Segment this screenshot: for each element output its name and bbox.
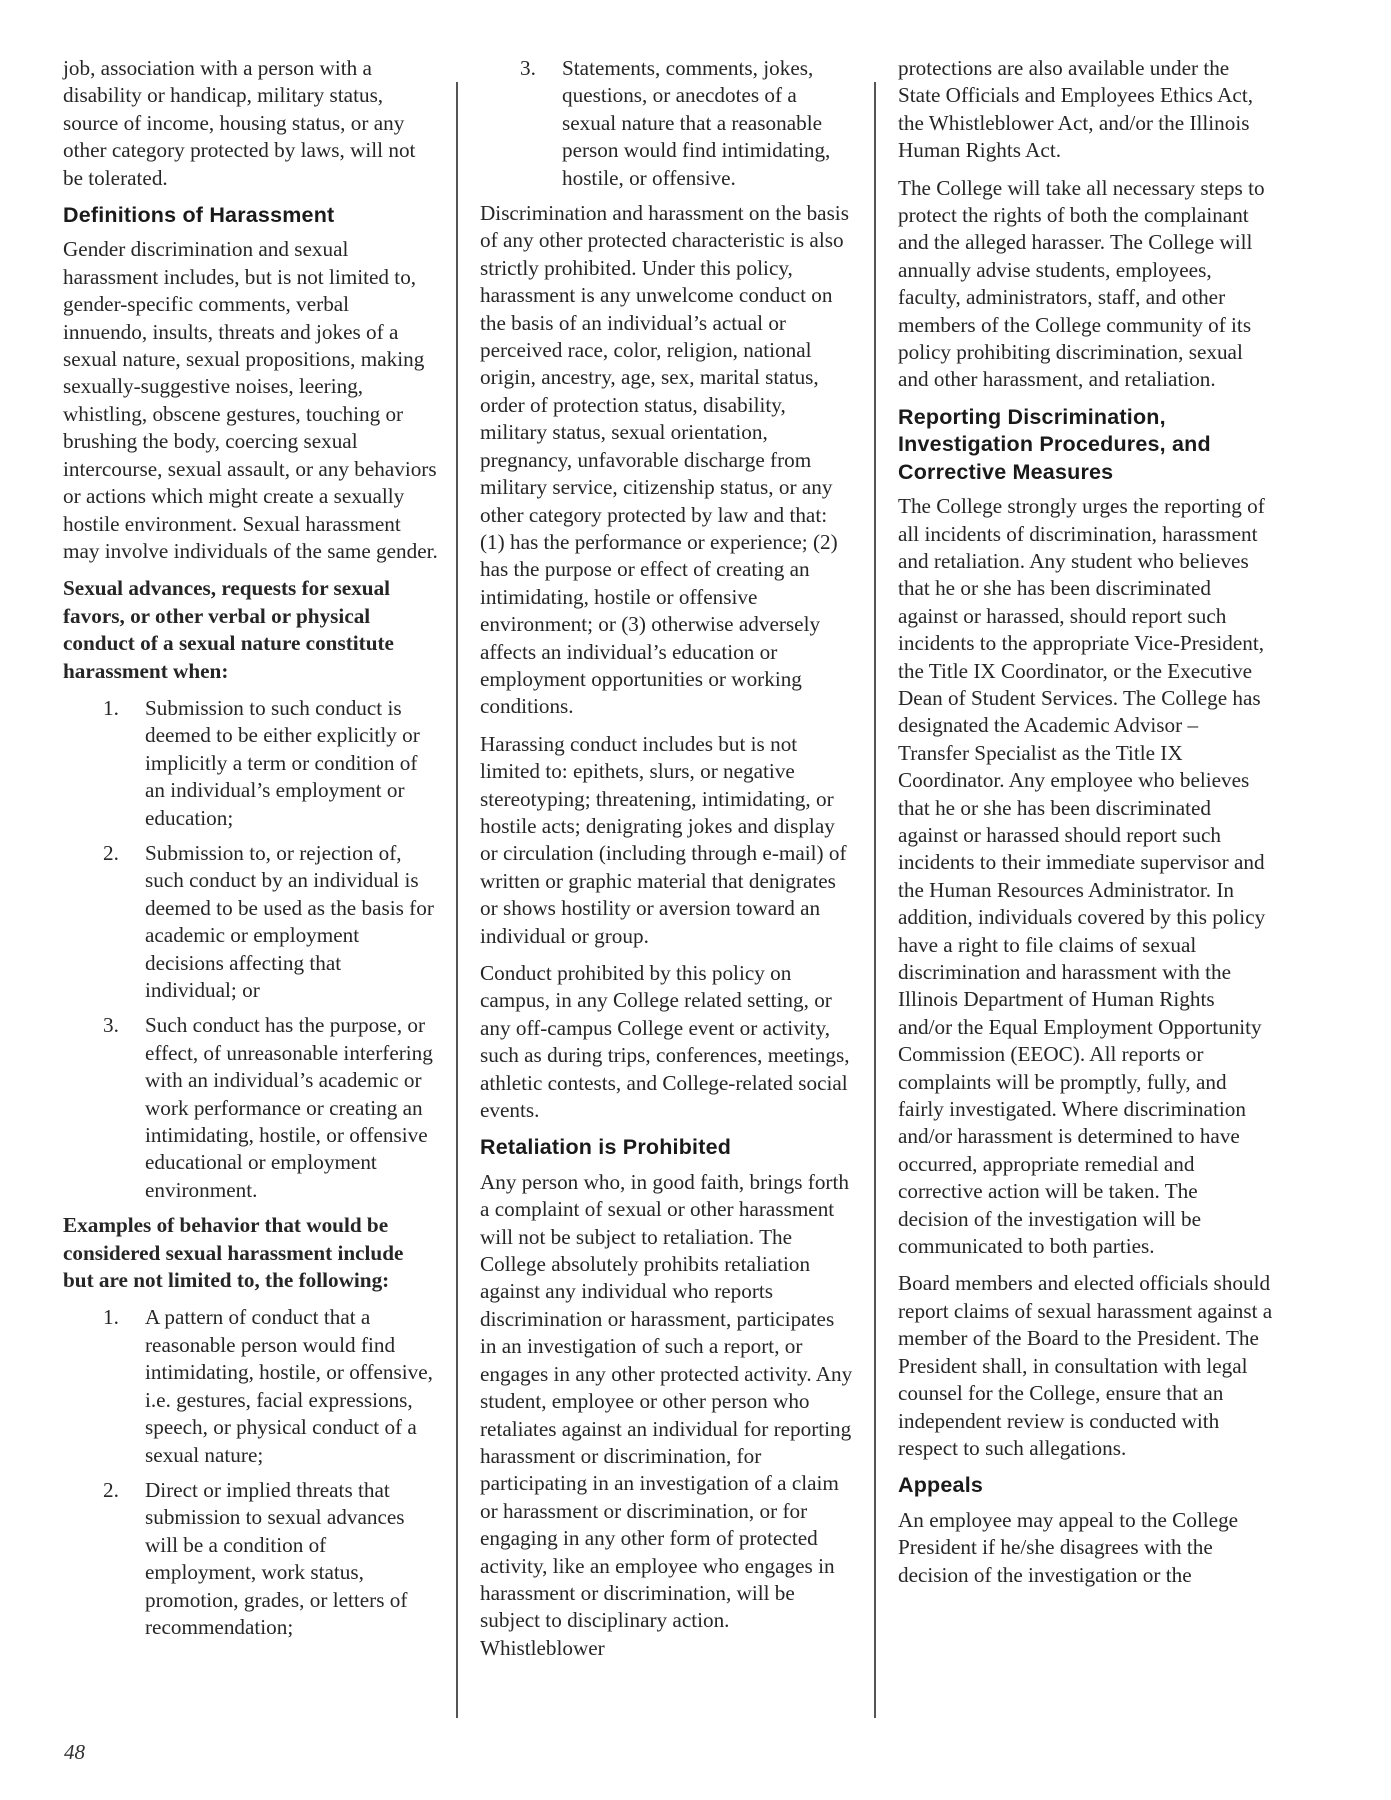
paragraph-other-protected-characteristic: Discrimination and harassment on the basis of any other protected characteristic is also strictly prohibited. Under this policy, harassment is any unwelcome conduct on the basis of an individual’s actual or perceived race, color, religion, national origin, ancestry, age, sex, marital status, order of protection status, disability, military status, sexual orientation, pregnancy, unfavorable discharge from military service, citizenship status, or any other category protected by law and that: (1) has the performance or experience; (2) has the purpose or effect of creating an intimidating, hostile or offensive environment; or (3) otherwise adversely affects an individual’s education or employment opportunities or working conditions. bbox=[480, 201, 849, 719]
paragraph-harassing-conduct: Harassing conduct includes but is not limited to: epithets, slurs, or negative stereotyping; threatening, intimidating, or hostile acts; denigrating jokes and display or circulation (including through e-mail) of written or graphic material that denigrates or shows hostility or aversion toward an individual or group. bbox=[480, 731, 847, 948]
list-item bbox=[63, 695, 438, 832]
paragraph-protected-categories: job, association with a person with a disability or handicap, military status, source of income, housing status, or any other category protected by laws, will not be tolerated. bbox=[63, 56, 416, 190]
list-item bbox=[63, 1304, 438, 1468]
column-2 bbox=[480, 55, 855, 1672]
heading-definitions-of-harassment: Definitions of Harassment bbox=[63, 203, 335, 228]
paragraph-gender-discrimination: Gender discrimination and sexual harassment includes, but is not limited to, gender-specific comments, verbal innuendo, insults, threats and jokes of a sexual nature, sexual propositions, making sexually-suggestive noises, leering, whistling, obscene gestures, touching or brushing the body, coercing sexual intercourse, sexual assault, or any behaviors or actions which might create a sexually hostile environment. Sexual harassment may involve individuals of the same gender. bbox=[63, 237, 438, 563]
paragraph-whistleblower-protections: protections are also available under the State Officials and Employees Ethics Act, the Whistleblower Act, and/or the Illinois Human Rights Act. bbox=[898, 56, 1254, 163]
column-divider bbox=[456, 82, 458, 1718]
paragraph-conduct-prohibited: Conduct prohibited by this policy on campus, in any College related setting, or any off-campus College event or activity, such as during trips, conferences, meetings, athletic contests, and College-related social events. bbox=[480, 961, 850, 1123]
list-item-text: Such conduct has the purpose, or effect, of unreasonable interfering with an individual’s academic or work performance or creating an intimidating, hostile, or offensive educational or employment environment. bbox=[145, 1013, 433, 1202]
list-item-text: Submission to such conduct is deemed to be either explicitly or implicitly a term or condition of an individual’s employment or education; bbox=[145, 695, 420, 830]
list-number: 3. bbox=[520, 56, 536, 80]
column-1 bbox=[63, 55, 438, 1649]
list-item-text: Statements, comments, jokes, questions, or anecdotes of a sexual nature that a reasonable person would find intimidating, hostile, or offensive. bbox=[562, 56, 831, 190]
list-number: 2. bbox=[103, 1477, 119, 1502]
paragraph-retaliation: Any person who, in good faith, brings forth a complaint of sexual or other harassment will not be subject to retaliation. The College absolutely prohibits retaliation against any individual who reports discrimination or harassment, participates in an investigation of such a report, or engages in any other protected activity. Any student, employee or other person who retaliates against an individual for reporting harassment or discrimination, for participating in an investigation of a claim or harassment or discrimination, or for engaging in any other form of protected activity, like an employee who engages in harassment or discrimination, will be subject to disciplinary action. Whistleblower bbox=[480, 1169, 853, 1660]
heading-appeals: Appeals bbox=[898, 1473, 984, 1498]
bold-paragraph-harassment-when: Sexual advances, requests for sexual favors, or other verbal or physical conduct of a sexual nature constitute harassment when: bbox=[63, 576, 394, 683]
list-number: 1. bbox=[103, 695, 119, 720]
list-item bbox=[63, 840, 438, 1004]
list-harassment-conditions bbox=[63, 695, 438, 1204]
heading-retaliation-prohibited: Retaliation is Prohibited bbox=[480, 1135, 732, 1160]
list-item bbox=[63, 1012, 438, 1204]
list-item bbox=[63, 1477, 438, 1641]
column-3 bbox=[898, 55, 1273, 1599]
list-number: 2. bbox=[103, 840, 119, 865]
list-item bbox=[480, 55, 855, 192]
paragraph-reporting-procedures: The College strongly urges the reporting of all incidents of discrimination, harassment and retaliation. Any student who believes that he or she has been discriminated against or harassed, should report such incidents to the appropriate Vice-President, the Title IX Coordinator, or the Executive Dean of Student Services. The College has designated the Academic Advisor – Transfer Specialist as the Title IX Coordinator. Any employee who believes that he or she has been discriminated against or harassed should report such incidents to their immediate supervisor and the Human Resources Administrator. In addition, individuals covered by this policy have a right to file claims of sexual discrimination and harassment with the Illinois Department of Human Rights and/or the Equal Employment Opportunity Commission (EEOC). All reports or complaints will be promptly, fully, and fairly investigated. Where discrimination and/or harassment is determined to have occurred, appropriate remedial and corrective action will be taken. The decision of the investigation will be communicated to both parties. bbox=[898, 494, 1266, 1259]
paragraph-board-members: Board members and elected officials should report claims of sexual harassment against a member of the Board to the President. The President shall, in consultation with legal counsel for the College, ensure that an independent review is conducted with respect to such allegations. bbox=[898, 1271, 1273, 1460]
page-number: 48 bbox=[64, 1740, 85, 1764]
column-divider bbox=[874, 82, 876, 1718]
bold-paragraph-examples: Examples of behavior that would be considered sexual harassment include but are not limited to, the following: bbox=[63, 1213, 404, 1293]
list-item-text: Direct or implied threats that submission to sexual advances will be a condition of employment, work status, promotion, grades, or letters of recommendation; bbox=[145, 1477, 408, 1639]
list-number: 1. bbox=[103, 1305, 119, 1330]
heading-reporting-discrimination: Reporting Discrimination, Investigation Procedures, and Corrective Measures bbox=[898, 404, 1211, 484]
list-item-text: Submission to, or rejection of, such conduct by an individual is deemed to be used as the basis for academic or employment decisions affecting that individual; or bbox=[145, 840, 434, 1002]
list-number: 3. bbox=[103, 1013, 119, 1038]
list-item-text: A pattern of conduct that a reasonable person would find intimidating, hostile, or offensive, i.e. gestures, facial expressions, speech, or physical conduct of a sexual nature; bbox=[145, 1305, 433, 1467]
paragraph-appeals: An employee may appeal to the College President if he/she disagrees with the decision of the investigation or the bbox=[898, 1507, 1239, 1587]
list-harassment-examples bbox=[63, 1304, 438, 1641]
paragraph-college-protect-rights: The College will take all necessary steps to protect the rights of both the complainant and the alleged harasser. The College will annually advise students, employees, faculty, administrators, staff, and other members of the College community of its policy prohibiting discrimination, sexual and other harassment, and retaliation. bbox=[898, 175, 1265, 392]
list-harassment-examples-continued bbox=[480, 55, 855, 192]
